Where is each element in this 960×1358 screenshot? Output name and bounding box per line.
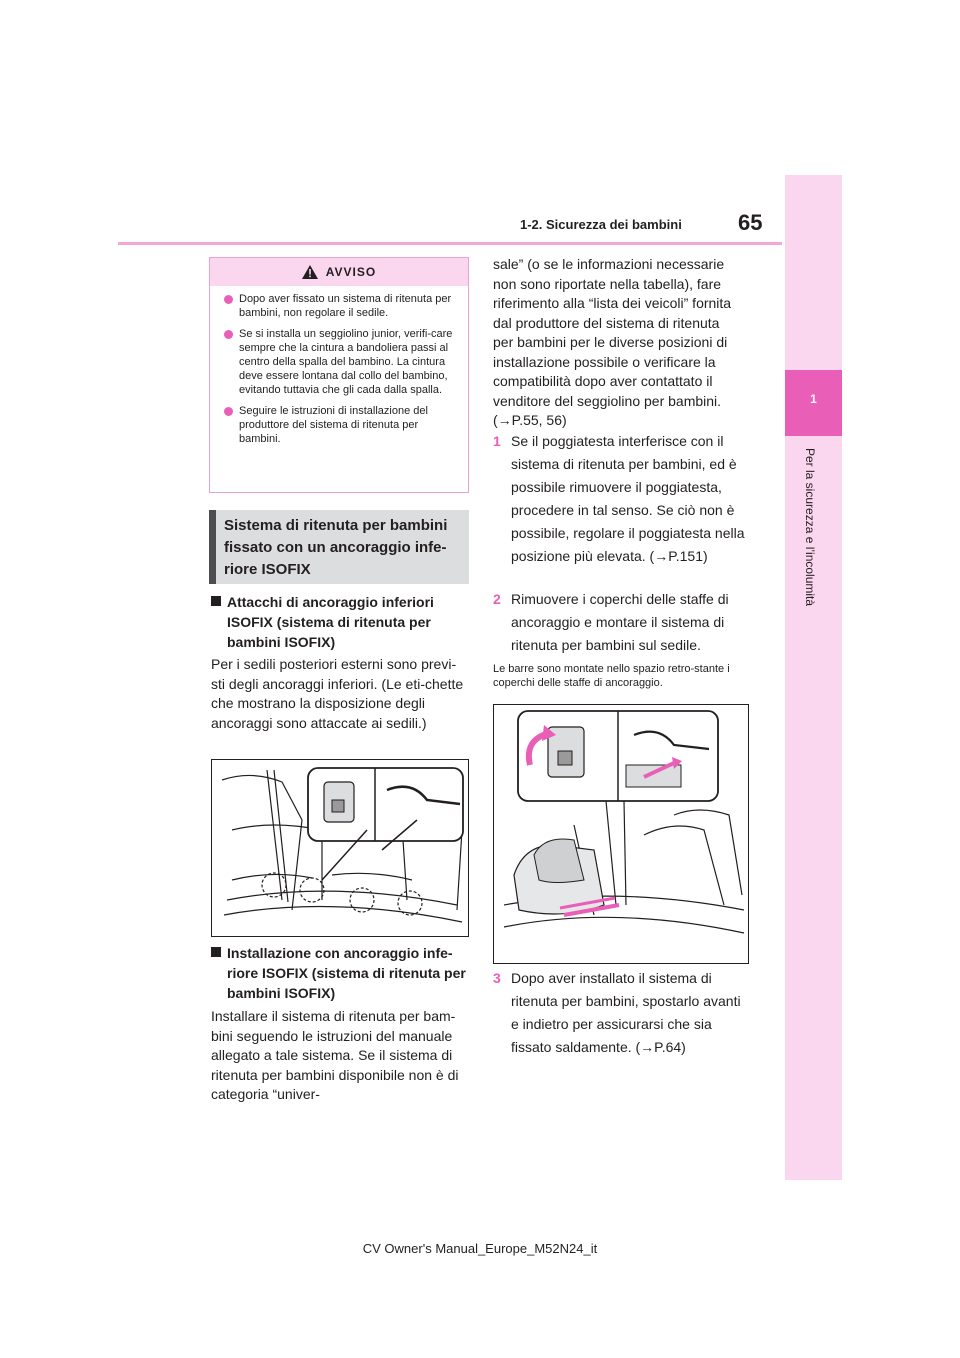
warning-triangle-icon <box>302 265 318 279</box>
header-rule <box>118 242 782 245</box>
warning-header <box>210 258 468 286</box>
bars-caption: Le barre sono montate nello spazio retro-stante i coperchi delle staffe di ancoraggio. <box>493 663 730 689</box>
step-text: Dopo aver installato il sistema di ritenuta per bambini, spostarlo avanti e indietro per assicurarsi che sia fissato saldamente. (→P.64) <box>511 970 741 1055</box>
step-1 <box>493 430 745 568</box>
step-3 <box>493 967 745 1059</box>
subsection-heading-anchors: Attacchi di ancoraggio inferiori ISOFIX (sistema di ritenuta per bambini ISOFIX) <box>211 592 469 652</box>
anchors-paragraph: Per i sedili posteriori esterni sono previ-sti degli ancoraggi inferiori. (Le eti-chette che mostrano la disposizione degli ancoraggi sono attaccate ai sedili.) <box>211 656 464 731</box>
child-seat-installation-illustration <box>493 704 749 964</box>
step-number: 2 <box>493 591 501 607</box>
continuation-paragraph: sale” (o se le informazioni necessarie non sono riportate nella tabella), fare riferimento alla “lista dei veicoli” fornita dal produttore del sistema di ritenuta per bambini per le diverse posizioni di installazione possibile o verificare la compatibilità dopo aver contattato il venditore del seggiolino per bambini. (→P.55, 56) <box>493 256 732 428</box>
page-number: 65 <box>738 210 763 235</box>
warning-box <box>209 257 469 493</box>
step-text: Se il poggiatesta interferisce con il sistema di ritenuta per bambini, ed è possibile rimuovere il poggiatesta, procedere in tal senso. Se ciò non è possibile, regolare il poggiatesta nella posizione più elevata. (→P.151) <box>511 433 745 564</box>
chapter-number: 1 <box>810 392 817 406</box>
warning-title: AVVISO <box>325 265 377 279</box>
chapter-side-tab <box>785 175 842 1180</box>
section-title: Sistema di ritenuta per bambini fissato con un ancoraggio infe-riore ISOFIX <box>209 510 469 584</box>
rear-seat-drawing <box>212 760 469 937</box>
warning-item: Seguire le istruzioni di installazione del produttore del sistema di ritenuta per bambini. <box>224 404 454 446</box>
footer-manual-id: CV Owner's Manual_Europe_M52N24_it <box>362 1241 598 1256</box>
installation-paragraph: Installare il sistema di ritenuta per bam-bini seguendo le istruzioni del manuale allegato a tale sistema. Se il sistema di ritenuta per bambini disponibile non è di categoria “univer- <box>211 1008 459 1102</box>
chapter-label: Per la sicurezza e l’incolumità <box>803 448 817 607</box>
step-number: 1 <box>493 433 501 449</box>
section-header: 1-2. Sicurezza dei bambini <box>520 217 682 232</box>
subsection-heading-installation: Installazione con ancoraggio infe-riore ISOFIX (sistema di ritenuta per bambini ISOFIX) <box>211 943 469 1003</box>
step-2 <box>493 588 745 657</box>
warning-item: Dopo aver fissato un sistema di ritenuta per bambini, non regolare il sedile. <box>224 292 454 320</box>
warning-item: Se si installa un seggiolino junior, verifi-care sempre che la cintura a bandoliera passi al centro della spalla del bambino. La cintura deve essere lontana dal collo del bambino, evitando tuttavia che gli cada dalla spalla. <box>224 327 454 397</box>
child-seat-drawing <box>494 705 749 964</box>
rear-seat-anchors-illustration <box>211 759 469 937</box>
step-text: Rimuovere i coperchi delle staffe di ancoraggio e montare il sistema di ritenuta per bambini sul sedile. <box>511 591 729 653</box>
step-number: 3 <box>493 970 501 986</box>
